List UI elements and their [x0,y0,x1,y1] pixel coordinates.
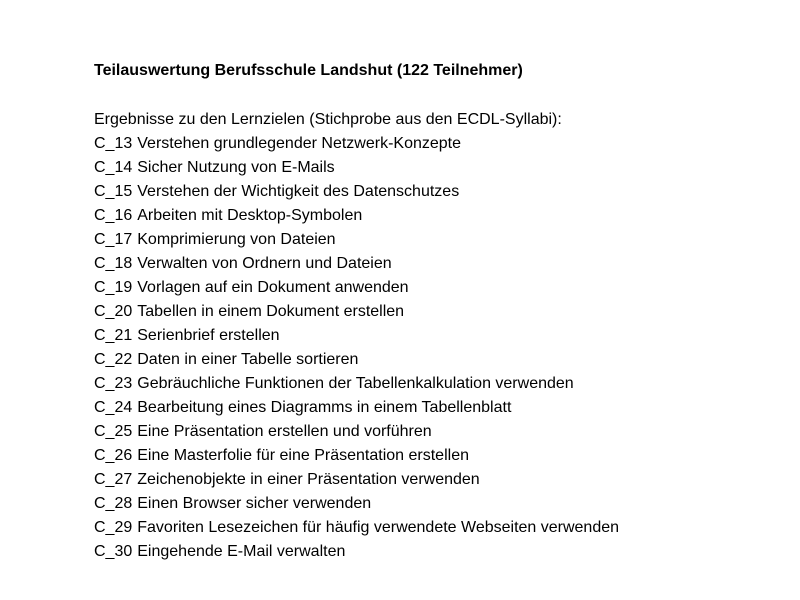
item-code: C_20 [94,303,133,320]
item-text: Eingehende E-Mail verwalten [137,543,346,560]
list-item [94,204,774,228]
item-code: C_27 [94,471,133,488]
item-code: C_28 [94,495,133,512]
item-text: Tabellen in einem Dokument erstellen [137,303,405,320]
list-item [94,132,774,156]
item-code: C_22 [94,351,133,368]
list-item [94,276,774,300]
item-code: C_29 [94,519,133,536]
item-text: Favoriten Lesezeichen für häufig verwendete Webseiten verwenden [137,519,620,536]
content-block [94,108,774,564]
item-text: Bearbeitung eines Diagramms in einem Tabellenblatt [137,399,512,416]
list-item [94,444,774,468]
item-code: C_19 [94,279,133,296]
item-text: Einen Browser sicher verwenden [137,495,372,512]
item-text: Gebräuchliche Funktionen der Tabellenkalkulation verwenden [137,375,574,392]
item-code: C_26 [94,447,133,464]
list-item [94,540,774,564]
item-text: Daten in einer Tabelle sortieren [137,351,359,368]
item-text: Sicher Nutzung von E-Mails [137,159,335,176]
list-item [94,492,774,516]
item-text: Serienbrief erstellen [137,327,280,344]
item-code: C_30 [94,543,133,560]
list-item [94,396,774,420]
item-text: Arbeiten mit Desktop-Symbolen [137,207,363,224]
item-code: C_24 [94,399,133,416]
item-code: C_17 [94,231,133,248]
item-code: C_13 [94,135,133,152]
item-code: C_14 [94,159,133,176]
item-text: Zeichenobjekte in einer Präsentation verwenden [137,471,480,488]
list-item [94,348,774,372]
item-text: Verstehen der Wichtigkeit des Datenschutzes [137,183,460,200]
list-item [94,156,774,180]
intro-text: Ergebnisse zu den Lernzielen (Stichprobe aus den ECDL-Syllabi): [94,111,562,128]
item-code: C_23 [94,375,133,392]
item-code: C_18 [94,255,133,272]
item-text: Eine Masterfolie für eine Präsentation erstellen [137,447,469,464]
list-item [94,420,774,444]
list-item [94,468,774,492]
list-item [94,228,774,252]
list-item [94,516,774,540]
list-item [94,180,774,204]
list-item [94,300,774,324]
item-text: Verwalten von Ordnern und Dateien [137,255,392,272]
learning-goals-list [94,132,774,564]
item-code: C_16 [94,207,133,224]
list-item [94,252,774,276]
item-code: C_25 [94,423,133,440]
item-code: C_15 [94,183,133,200]
item-code: C_21 [94,327,133,344]
item-text: Komprimierung von Dateien [137,231,336,248]
list-item [94,372,774,396]
page-title: Teilauswertung Berufsschule Landshut (122 Teilnehmer) [94,62,523,79]
item-text: Verstehen grundlegender Netzwerk-Konzepte [137,135,462,152]
item-text: Vorlagen auf ein Dokument anwenden [137,279,409,296]
item-text: Eine Präsentation erstellen und vorführen [137,423,432,440]
list-item [94,324,774,348]
